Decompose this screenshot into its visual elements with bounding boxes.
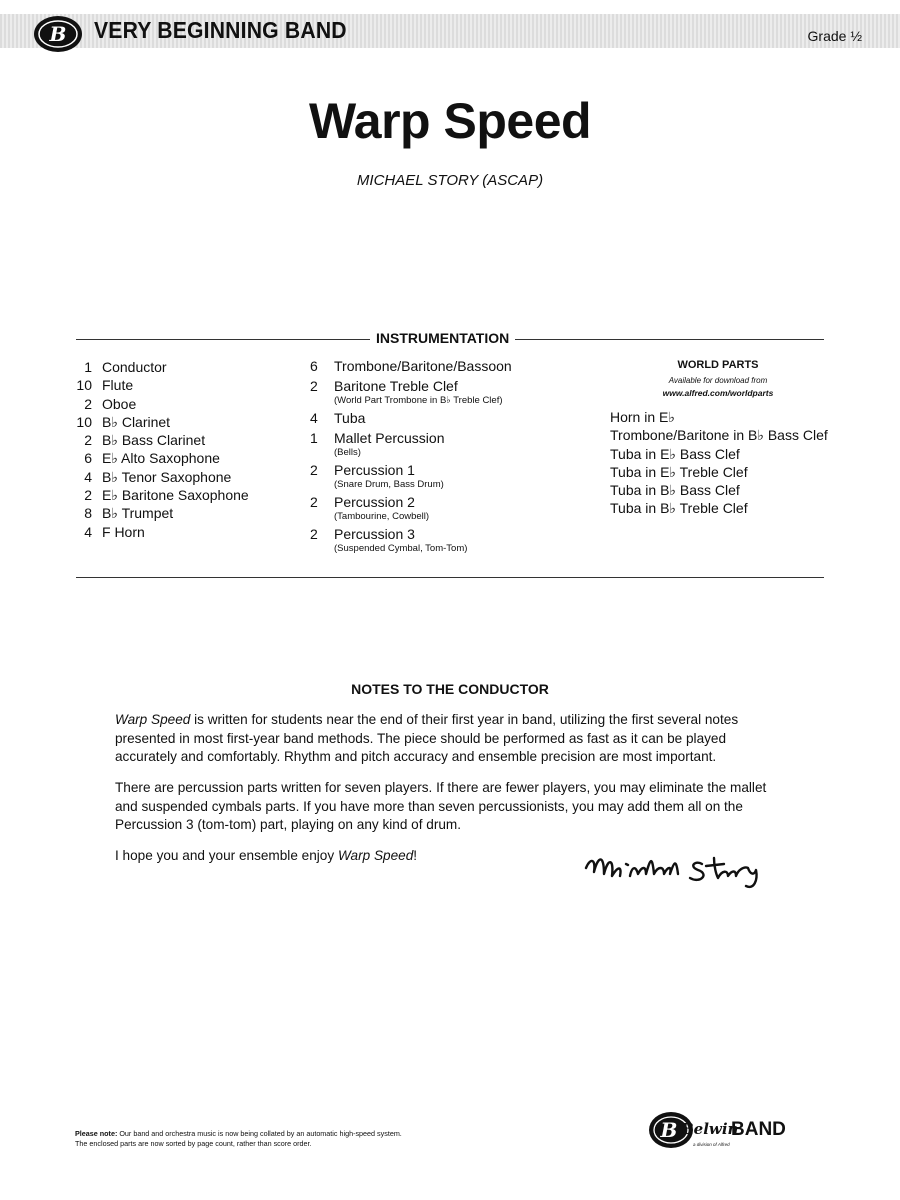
instrument-name: E♭ Baritone Saxophone (102, 487, 249, 504)
grade-label: Grade ½ (807, 28, 862, 44)
instrument-row (310, 526, 512, 555)
notes-title-ref: Warp Speed (115, 712, 191, 727)
collation-note (75, 1129, 402, 1149)
instrument-note: (Suspended Cymbal, Tom-Tom) (334, 543, 468, 554)
instrument-row (310, 378, 512, 407)
instrument-quantity: 4 (84, 468, 92, 485)
world-part-item: Trombone/Baritone in B♭ Bass Clef (610, 427, 828, 444)
belwin-logo (647, 1108, 739, 1154)
instrument-quantity: 10 (76, 377, 92, 394)
world-part-item: Tuba in B♭ Treble Clef (610, 500, 748, 517)
instrument-row (310, 462, 512, 491)
collation-note-line-2: The enclosed parts are now sorted by page count, rather than score order. (75, 1139, 312, 1148)
instrument-name: B♭ Bass Clarinet (102, 432, 206, 449)
instrument-row (72, 376, 249, 394)
instrument-name: Percussion 1 (334, 462, 415, 478)
instrument-quantity: 4 (310, 410, 318, 426)
notes-paragraph-3-text: I hope you and your ensemble enjoy (115, 848, 338, 863)
belwin-logo-sub: a division of Alfred (693, 1142, 730, 1147)
instrumentation-column-1 (72, 358, 249, 541)
instrument-quantity: 2 (310, 378, 318, 394)
instrument-row (72, 486, 249, 504)
instrument-name: Percussion 3 (334, 526, 415, 542)
world-part-item: Tuba in E♭ Treble Clef (610, 463, 748, 480)
world-parts-list (610, 408, 828, 518)
publisher-band-label: BAND (731, 1119, 786, 1140)
instrument-quantity: 2 (84, 432, 92, 449)
svg-text:B: B (660, 1118, 678, 1142)
instrument-row (72, 449, 249, 467)
instrument-row (310, 358, 512, 375)
instrument-quantity: 2 (310, 526, 318, 542)
notes-paragraph-1 (115, 711, 785, 767)
instrument-quantity: 2 (310, 494, 318, 510)
instrument-quantity: 2 (310, 462, 318, 478)
instrument-row (72, 504, 249, 522)
instrument-name: Percussion 2 (334, 494, 415, 510)
instrument-quantity: 6 (310, 358, 318, 374)
series-name: VERY BEGINNING BAND (94, 17, 347, 43)
instrument-row (72, 468, 249, 486)
instrument-note: (Snare Drum, Bass Drum) (334, 479, 444, 490)
instrument-name: Conductor (102, 359, 167, 375)
instrument-row (72, 431, 249, 449)
instrument-row (310, 410, 512, 427)
instrument-row (310, 430, 512, 459)
instrument-name: F Horn (102, 523, 145, 540)
instrumentation-column-2 (310, 358, 512, 558)
collation-note-line-1: Our band and orchestra music is now being collated by an automatic high-speed system. (117, 1129, 402, 1138)
instrument-name: Flute (102, 377, 134, 394)
world-part-item: Tuba in E♭ Bass Clef (610, 445, 740, 462)
instrument-name: Baritone Treble Clef (334, 378, 458, 394)
notes-title-ref-2: Warp Speed (337, 848, 414, 863)
instrument-quantity: 6 (84, 450, 92, 467)
instrument-note: (Tambourine, Cowbell) (334, 511, 430, 522)
world-part-item: Tuba in B♭ Bass Clef (610, 482, 740, 499)
instrument-quantity: 10 (76, 413, 92, 430)
instrument-note: (Bells) (334, 447, 361, 458)
instrument-row (310, 494, 512, 523)
instrument-quantity: 4 (84, 523, 92, 540)
instrument-name: Tuba (334, 410, 366, 426)
composer-signature (578, 844, 788, 894)
instrument-name: E♭ Alto Saxophone (102, 450, 220, 467)
instrumentation-bottom-rule (76, 577, 824, 578)
collation-note-label: Please note: (75, 1129, 118, 1138)
instrument-quantity: 2 (84, 395, 92, 412)
instrument-name: B♭ Clarinet (102, 413, 171, 430)
instrument-row (72, 413, 249, 431)
series-logo (32, 14, 84, 54)
instrument-row (72, 395, 249, 413)
world-parts-availability: Available for download from (668, 376, 768, 385)
belwin-logo-wordmark: Belwin (681, 1120, 739, 1138)
instrument-row (72, 358, 249, 376)
world-parts-heading: WORLD PARTS (677, 359, 759, 371)
composer: MICHAEL STORY (ASCAP) (356, 172, 544, 189)
world-part-item: Horn in E♭ (610, 409, 675, 425)
piece-title: Warp Speed (308, 93, 592, 149)
instrument-name: Trombone/Baritone/Bassoon (334, 358, 512, 374)
notes-paragraph-1-text: is written for students near the end of their first year in band, utilizing the first several notes presented in most first-year band methods. The piece should be performed as fast as it can be played accurately and comfortably. Rhythm and pitch accuracy and ensemble precision are most important. (115, 712, 739, 764)
instrument-quantity: 1 (310, 430, 318, 446)
instrument-name: B♭ Tenor Saxophone (102, 468, 232, 485)
instrument-quantity: 8 (84, 505, 92, 522)
instrument-row (72, 523, 249, 541)
notes-paragraph-2: There are percussion parts written for seven players. If there are fewer players, you may eliminate the mallet and suspended cymbals parts. If you have more than seven percussionists, you may add them all on the Percussion 3 (tom-tom) part, playing on any kind of drum. (115, 780, 767, 832)
instrumentation-heading: INSTRUMENTATION (370, 330, 515, 346)
world-parts-url: www.alfred.com/worldparts (662, 388, 774, 398)
instrument-quantity: 2 (84, 487, 92, 504)
series-logo-letter: B (49, 22, 67, 46)
instrument-name: Oboe (102, 395, 137, 412)
instrument-note: (World Part Trombone in B♭ Treble Clef) (334, 395, 503, 406)
instrument-name: Mallet Percussion (334, 430, 445, 446)
notes-paragraph-3-end: ! (413, 848, 418, 863)
instrument-name: B♭ Trumpet (102, 505, 174, 522)
instrument-quantity: 1 (84, 359, 92, 375)
notes-heading: NOTES TO THE CONDUCTOR (351, 681, 549, 697)
